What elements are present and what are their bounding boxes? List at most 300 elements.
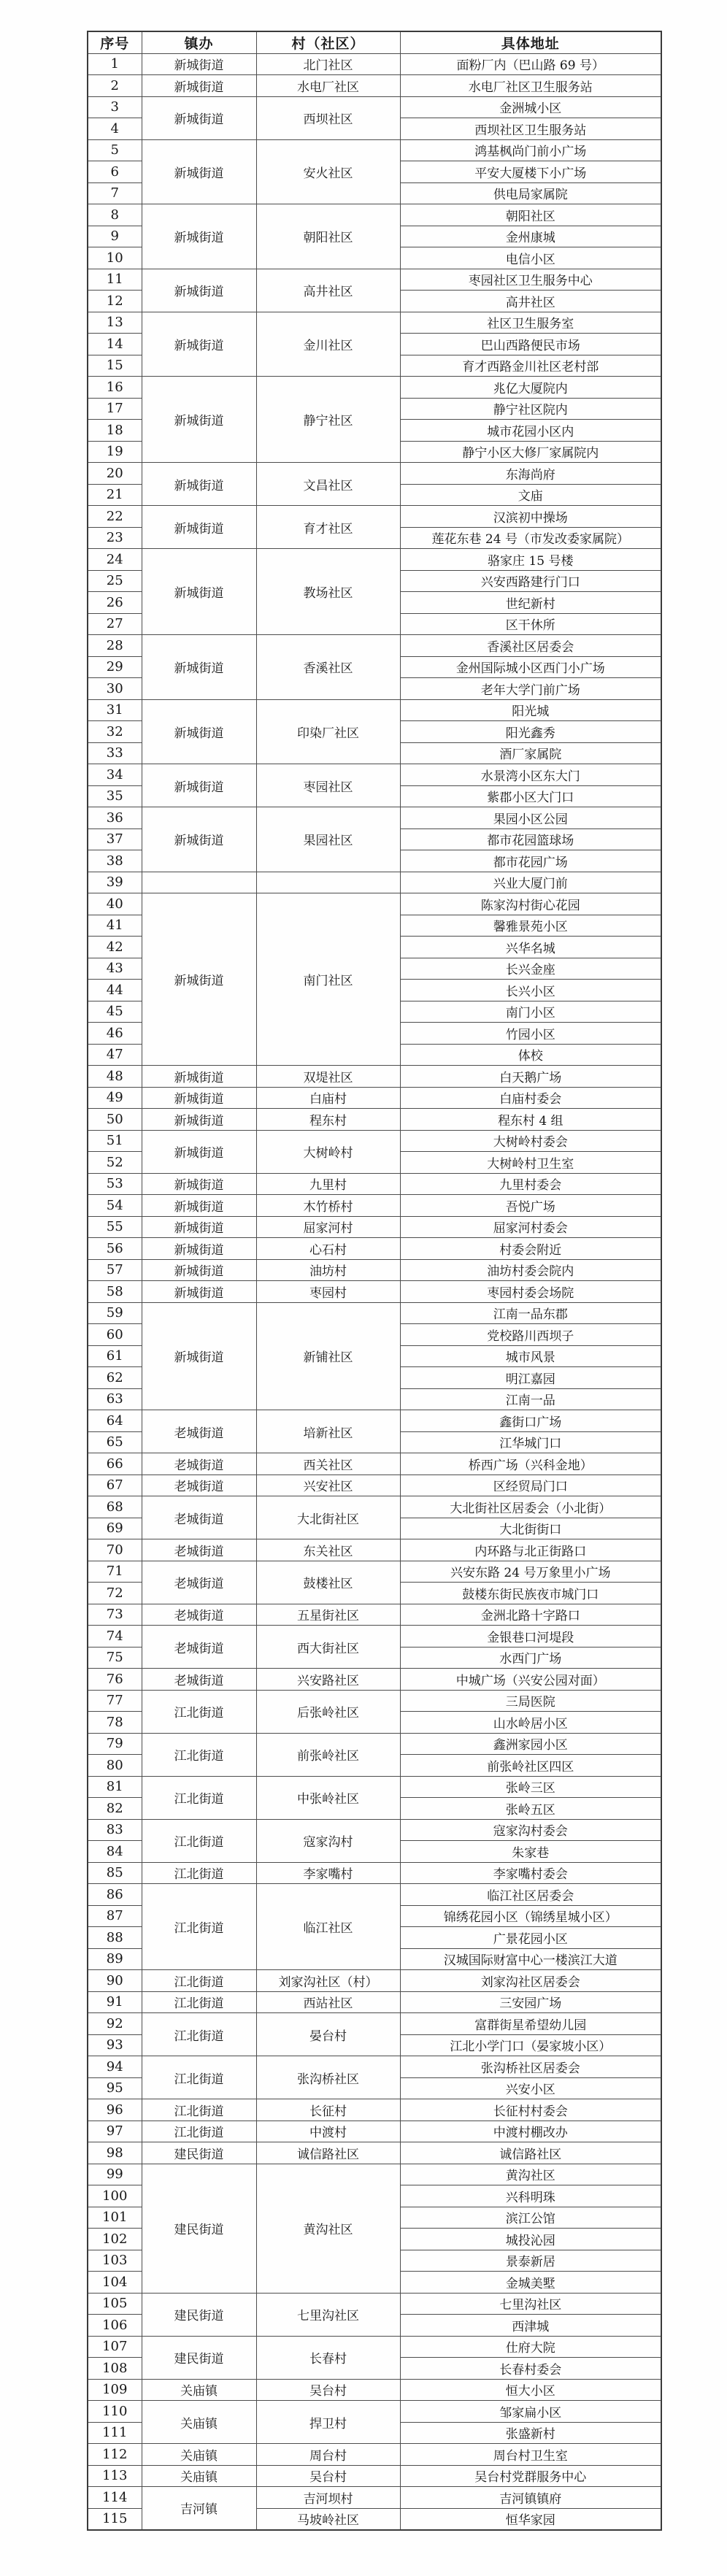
table-row <box>88 2487 661 2509</box>
village-cell: 南门社区 <box>256 893 400 1066</box>
address-cell: 汉滨初中操场 <box>400 506 661 528</box>
address-cell: 酒厂家属院 <box>400 742 661 764</box>
address-cell: 兴业大厦门前 <box>400 872 661 893</box>
village-cell: 屈家河村 <box>256 1216 400 1238</box>
serial-cell: 15 <box>88 355 142 377</box>
address-cell: 兴安小区 <box>400 2077 661 2099</box>
town-cell: 江北街道 <box>142 1819 256 1862</box>
address-cell: 香溪社区居委会 <box>400 635 661 657</box>
table-row <box>88 1862 661 1884</box>
serial-cell: 63 <box>88 1388 142 1410</box>
serial-cell: 103 <box>88 2250 142 2272</box>
address-cell: 育才西路金川社区老村部 <box>400 355 661 377</box>
address-cell: 江华城门口 <box>400 1431 661 1453</box>
table-row <box>88 1281 661 1303</box>
address-cell: 电信小区 <box>400 247 661 269</box>
town-cell: 江北街道 <box>142 2099 256 2121</box>
serial-cell: 105 <box>88 2293 142 2315</box>
town-cell: 新城街道 <box>142 635 256 700</box>
address-cell: 城市风景 <box>400 1345 661 1367</box>
village-cell: 木竹桥村 <box>256 1195 400 1217</box>
town-cell: 江北街道 <box>142 1690 256 1733</box>
table-row <box>88 699 661 721</box>
town-cell: 新城街道 <box>142 1195 256 1217</box>
serial-cell: 24 <box>88 549 142 571</box>
address-cell: 陈家沟村街心花园 <box>400 893 661 915</box>
serial-cell: 61 <box>88 1345 142 1367</box>
address-cell: 西坝社区卫生服务站 <box>400 118 661 140</box>
village-cell: 双堤社区 <box>256 1066 400 1088</box>
address-cell: 内环路与北正街路口 <box>400 1539 661 1561</box>
town-cell: 新城街道 <box>142 1087 256 1109</box>
serial-cell: 75 <box>88 1647 142 1669</box>
serial-cell: 106 <box>88 2315 142 2337</box>
table-row <box>88 1238 661 1260</box>
serial-cell: 46 <box>88 1023 142 1045</box>
serial-cell: 41 <box>88 915 142 937</box>
serial-cell: 33 <box>88 742 142 764</box>
serial-cell: 77 <box>88 1690 142 1712</box>
town-cell: 江北街道 <box>142 2013 256 2056</box>
address-cell: 世纪新村 <box>400 592 661 614</box>
address-cell: 油坊村委会院内 <box>400 1259 661 1281</box>
address-cell: 富群街星希望幼儿园 <box>400 2013 661 2035</box>
header-row <box>88 31 661 53</box>
serial-cell: 108 <box>88 2358 142 2380</box>
address-cell: 兴安东路 24 号万象里小广场 <box>400 1561 661 1583</box>
village-cell: 后张岭社区 <box>256 1690 400 1733</box>
serial-cell: 98 <box>88 2142 142 2164</box>
address-cell: 区经贸局门口 <box>400 1475 661 1496</box>
town-cell: 关庙镇 <box>142 2379 256 2401</box>
table-row <box>88 2056 661 2078</box>
village-cell: 新铺社区 <box>256 1302 400 1410</box>
village-cell: 五星街社区 <box>256 1604 400 1626</box>
serial-cell: 45 <box>88 1001 142 1023</box>
village-cell: 吴台村 <box>256 2465 400 2487</box>
village-cell: 九里村 <box>256 1173 400 1195</box>
serial-cell: 31 <box>88 699 142 721</box>
town-cell: 新城街道 <box>142 1216 256 1238</box>
table-row <box>88 1496 661 1518</box>
serial-cell: 49 <box>88 1087 142 1109</box>
table-row <box>88 312 661 334</box>
village-cell: 油坊村 <box>256 1259 400 1281</box>
village-cell: 晏台村 <box>256 2013 400 2056</box>
table-row <box>88 1410 661 1432</box>
serial-cell: 111 <box>88 2422 142 2444</box>
serial-cell: 57 <box>88 1259 142 1281</box>
serial-cell: 114 <box>88 2487 142 2509</box>
village-cell: 静宁社区 <box>256 377 400 463</box>
address-cell: 金银巷口河堤段 <box>400 1626 661 1648</box>
village-cell: 大北街社区 <box>256 1496 400 1539</box>
serial-cell: 67 <box>88 1475 142 1496</box>
address-cell: 大北街街口 <box>400 1518 661 1539</box>
address-cell: 仕府大院 <box>400 2336 661 2358</box>
address-cell: 骆家庄 15 号楼 <box>400 549 661 571</box>
address-cell: 馨雅景苑小区 <box>400 915 661 937</box>
village-cell: 北门社区 <box>256 53 400 75</box>
table-row <box>88 96 661 118</box>
village-cell: 程东村 <box>256 1109 400 1131</box>
serial-cell: 48 <box>88 1066 142 1088</box>
town-cell: 新城街道 <box>142 1281 256 1303</box>
village-cell: 安火社区 <box>256 139 400 204</box>
village-cell: 高井社区 <box>256 269 400 312</box>
address-cell: 静宁社区院内 <box>400 398 661 420</box>
serial-cell: 47 <box>88 1044 142 1066</box>
address-cell: 吉河镇镇府 <box>400 2487 661 2509</box>
address-cell: 南门小区 <box>400 1001 661 1023</box>
polling-sites-table <box>87 31 662 2531</box>
table-row <box>88 2465 661 2487</box>
village-cell: 金川社区 <box>256 312 400 377</box>
column-header-0: 序号 <box>88 31 142 53</box>
table-row <box>88 1302 661 1324</box>
serial-cell: 56 <box>88 1238 142 1260</box>
serial-cell: 25 <box>88 570 142 592</box>
address-cell: 白庙村委会 <box>400 1087 661 1109</box>
village-cell <box>256 872 400 893</box>
serial-cell: 62 <box>88 1367 142 1389</box>
table-row <box>88 2142 661 2164</box>
table-row <box>88 1776 661 1798</box>
village-cell: 诚信路社区 <box>256 2142 400 2164</box>
table-row <box>88 1626 661 1648</box>
table-row <box>88 2379 661 2401</box>
town-cell: 新城街道 <box>142 139 256 204</box>
town-cell: 新城街道 <box>142 1066 256 1088</box>
serial-cell: 18 <box>88 420 142 442</box>
address-cell: 明江嘉园 <box>400 1367 661 1389</box>
serial-cell: 113 <box>88 2465 142 2487</box>
address-cell: 老年大学门前广场 <box>400 678 661 700</box>
village-cell: 李家嘴村 <box>256 1862 400 1884</box>
serial-cell: 23 <box>88 527 142 549</box>
address-cell: 江南一品 <box>400 1388 661 1410</box>
serial-cell: 34 <box>88 764 142 786</box>
table-row <box>88 1109 661 1131</box>
serial-cell: 85 <box>88 1862 142 1884</box>
address-cell: 金洲北路十字路口 <box>400 1604 661 1626</box>
serial-cell: 60 <box>88 1324 142 1346</box>
village-cell: 心石村 <box>256 1238 400 1260</box>
table-row <box>88 2013 661 2035</box>
serial-cell: 19 <box>88 441 142 463</box>
address-cell: 金城美墅 <box>400 2272 661 2294</box>
village-cell: 西站社区 <box>256 1991 400 2013</box>
village-cell: 育才社区 <box>256 506 400 549</box>
address-cell: 屈家河村委会 <box>400 1216 661 1238</box>
address-cell: 兴安西路建行门口 <box>400 570 661 592</box>
village-cell: 周台村 <box>256 2444 400 2466</box>
address-cell: 长兴小区 <box>400 980 661 1001</box>
serial-cell: 95 <box>88 2077 142 2099</box>
table-row <box>88 2121 661 2142</box>
address-cell: 静宁小区大修厂家属院内 <box>400 441 661 463</box>
address-cell: 枣园社区卫生服务中心 <box>400 269 661 291</box>
town-cell: 老城街道 <box>142 1410 256 1453</box>
serial-cell: 68 <box>88 1496 142 1518</box>
serial-cell: 32 <box>88 721 142 743</box>
serial-cell: 59 <box>88 1302 142 1324</box>
table-row <box>88 1539 661 1561</box>
serial-cell: 36 <box>88 807 142 829</box>
table-row <box>88 1690 661 1712</box>
serial-cell: 86 <box>88 1884 142 1906</box>
town-cell: 新城街道 <box>142 506 256 549</box>
town-cell: 新城街道 <box>142 893 256 1066</box>
address-cell: 阳光城 <box>400 699 661 721</box>
serial-cell: 90 <box>88 1970 142 1992</box>
address-cell: 文庙 <box>400 484 661 506</box>
address-cell: 张盛新村 <box>400 2422 661 2444</box>
serial-cell: 107 <box>88 2336 142 2358</box>
serial-cell: 50 <box>88 1109 142 1131</box>
serial-cell: 87 <box>88 1905 142 1927</box>
town-cell: 关庙镇 <box>142 2465 256 2487</box>
table-row <box>88 1733 661 1755</box>
village-cell: 水电厂社区 <box>256 75 400 97</box>
table-row <box>88 75 661 97</box>
serial-cell: 16 <box>88 377 142 399</box>
table-row <box>88 1216 661 1238</box>
address-cell: 大树岭村卫生室 <box>400 1152 661 1174</box>
table-row <box>88 1970 661 1992</box>
table-row <box>88 2401 661 2423</box>
village-cell: 寇家沟村 <box>256 1819 400 1862</box>
address-cell: 果园小区公园 <box>400 807 661 829</box>
serial-cell: 69 <box>88 1518 142 1539</box>
serial-cell: 27 <box>88 613 142 635</box>
table-row <box>88 1453 661 1475</box>
town-cell: 建民街道 <box>142 2164 256 2293</box>
serial-cell: 39 <box>88 872 142 893</box>
table-row <box>88 893 661 915</box>
serial-cell: 81 <box>88 1776 142 1798</box>
address-cell: 巴山西路便民市场 <box>400 334 661 355</box>
village-cell: 西坝社区 <box>256 96 400 139</box>
address-cell: 兴华名城 <box>400 937 661 958</box>
town-cell: 建民街道 <box>142 2336 256 2379</box>
town-cell: 江北街道 <box>142 1862 256 1884</box>
town-cell: 关庙镇 <box>142 2401 256 2444</box>
village-cell: 枣园村 <box>256 1281 400 1303</box>
address-cell: 水电厂社区卫生服务站 <box>400 75 661 97</box>
address-cell: 滨江公馆 <box>400 2207 661 2229</box>
table-row <box>88 2444 661 2466</box>
village-cell: 吉河坝村 <box>256 2487 400 2509</box>
village-cell: 张沟桥社区 <box>256 2056 400 2099</box>
serial-cell: 1 <box>88 53 142 75</box>
table-row <box>88 1066 661 1088</box>
serial-cell: 20 <box>88 463 142 485</box>
serial-cell: 42 <box>88 937 142 958</box>
table-row <box>88 872 661 893</box>
village-cell: 长春村 <box>256 2336 400 2379</box>
serial-cell: 101 <box>88 2207 142 2229</box>
serial-cell: 8 <box>88 204 142 226</box>
address-cell: 大树岭村委会 <box>400 1130 661 1152</box>
serial-cell: 38 <box>88 850 142 872</box>
serial-cell: 43 <box>88 958 142 980</box>
serial-cell: 66 <box>88 1453 142 1475</box>
address-cell: 西津城 <box>400 2315 661 2337</box>
serial-cell: 10 <box>88 247 142 269</box>
address-cell: 面粉厂内（巴山路 69 号） <box>400 53 661 75</box>
village-cell: 长征村 <box>256 2099 400 2121</box>
serial-cell: 104 <box>88 2272 142 2294</box>
address-cell: 恒华家园 <box>400 2508 661 2530</box>
town-cell: 老城街道 <box>142 1604 256 1626</box>
village-cell: 果园社区 <box>256 807 400 872</box>
table-row <box>88 53 661 75</box>
serial-cell: 110 <box>88 2401 142 2423</box>
serial-cell: 96 <box>88 2099 142 2121</box>
town-cell: 新城街道 <box>142 53 256 75</box>
address-cell: 大北街社区居委会（小北街） <box>400 1496 661 1518</box>
serial-cell: 22 <box>88 506 142 528</box>
serial-cell: 74 <box>88 1626 142 1648</box>
village-cell: 朝阳社区 <box>256 204 400 269</box>
address-cell: 社区卫生服务室 <box>400 312 661 334</box>
serial-cell: 9 <box>88 226 142 247</box>
table-row <box>88 1604 661 1626</box>
serial-cell: 26 <box>88 592 142 614</box>
address-cell: 九里村委会 <box>400 1173 661 1195</box>
address-cell: 紫郡小区大门口 <box>400 785 661 807</box>
address-cell: 山水岭居小区 <box>400 1712 661 1734</box>
table-row <box>88 139 661 161</box>
column-header-1: 镇办 <box>142 31 256 53</box>
table-row <box>88 807 661 829</box>
address-cell: 张岭五区 <box>400 1798 661 1820</box>
address-cell: 党校路川西坝子 <box>400 1324 661 1346</box>
town-cell: 新城街道 <box>142 463 256 506</box>
village-cell: 兴安路社区 <box>256 1669 400 1691</box>
village-cell: 香溪社区 <box>256 635 400 700</box>
serial-cell: 78 <box>88 1712 142 1734</box>
town-cell <box>142 872 256 893</box>
serial-cell: 109 <box>88 2379 142 2401</box>
address-cell: 鑫洲家园小区 <box>400 1733 661 1755</box>
address-cell: 长春村委会 <box>400 2358 661 2380</box>
serial-cell: 93 <box>88 2034 142 2056</box>
table-row <box>88 1819 661 1841</box>
serial-cell: 6 <box>88 161 142 183</box>
address-cell: 刘家沟社区居委会 <box>400 1970 661 1992</box>
address-cell: 景泰新居 <box>400 2250 661 2272</box>
serial-cell: 72 <box>88 1583 142 1604</box>
table-row <box>88 635 661 657</box>
address-cell: 村委会附近 <box>400 1238 661 1260</box>
serial-cell: 12 <box>88 291 142 312</box>
address-cell: 都市花园篮球场 <box>400 828 661 850</box>
column-header-2: 村（社区） <box>256 31 400 53</box>
table-row <box>88 377 661 399</box>
table-row <box>88 1195 661 1217</box>
address-cell: 金州康城 <box>400 226 661 247</box>
table-row <box>88 1884 661 1906</box>
serial-cell: 29 <box>88 656 142 678</box>
address-cell: 城市花园小区内 <box>400 420 661 442</box>
village-cell: 教场社区 <box>256 549 400 635</box>
address-cell: 鸿基枫尚门前小广场 <box>400 139 661 161</box>
address-cell: 汉城国际财富中心一楼滨江大道 <box>400 1948 661 1970</box>
serial-cell: 73 <box>88 1604 142 1626</box>
serial-cell: 13 <box>88 312 142 334</box>
address-cell: 水景湾小区东大门 <box>400 764 661 786</box>
town-cell: 新城街道 <box>142 75 256 97</box>
serial-cell: 11 <box>88 269 142 291</box>
serial-cell: 102 <box>88 2229 142 2250</box>
serial-cell: 91 <box>88 1991 142 2013</box>
serial-cell: 82 <box>88 1798 142 1820</box>
village-cell: 鼓楼社区 <box>256 1561 400 1604</box>
address-cell: 平安大厦楼下小广场 <box>400 161 661 183</box>
village-cell: 文昌社区 <box>256 463 400 506</box>
town-cell: 江北街道 <box>142 1776 256 1819</box>
address-cell: 鼓楼东街民族夜市城门口 <box>400 1583 661 1604</box>
address-cell: 吴台村党群服务中心 <box>400 2465 661 2487</box>
village-cell: 临江社区 <box>256 1884 400 1970</box>
town-cell: 新城街道 <box>142 377 256 463</box>
serial-cell: 3 <box>88 96 142 118</box>
address-cell: 李家嘴村委会 <box>400 1862 661 1884</box>
address-cell: 临江社区居委会 <box>400 1884 661 1906</box>
village-cell: 东关社区 <box>256 1539 400 1561</box>
address-cell: 三安园广场 <box>400 1991 661 2013</box>
serial-cell: 30 <box>88 678 142 700</box>
serial-cell: 88 <box>88 1927 142 1949</box>
serial-cell: 35 <box>88 785 142 807</box>
table-row <box>88 549 661 571</box>
village-cell: 枣园社区 <box>256 764 400 807</box>
table-row <box>88 1991 661 2013</box>
town-cell: 老城街道 <box>142 1669 256 1691</box>
serial-cell: 54 <box>88 1195 142 1217</box>
town-cell: 老城街道 <box>142 1475 256 1496</box>
address-cell: 吾悦广场 <box>400 1195 661 1217</box>
serial-cell: 112 <box>88 2444 142 2466</box>
address-cell: 中渡村棚改办 <box>400 2121 661 2142</box>
town-cell: 江北街道 <box>142 1991 256 2013</box>
address-cell: 三局医院 <box>400 1690 661 1712</box>
town-cell: 新城街道 <box>142 1109 256 1131</box>
address-cell: 张沟桥社区居委会 <box>400 2056 661 2078</box>
serial-cell: 55 <box>88 1216 142 1238</box>
village-cell: 白庙村 <box>256 1087 400 1109</box>
village-cell: 吴台村 <box>256 2379 400 2401</box>
serial-cell: 64 <box>88 1410 142 1432</box>
village-cell: 西关社区 <box>256 1453 400 1475</box>
serial-cell: 51 <box>88 1130 142 1152</box>
town-cell: 江北街道 <box>142 1733 256 1776</box>
serial-cell: 52 <box>88 1152 142 1174</box>
table-row <box>88 1173 661 1195</box>
serial-cell: 99 <box>88 2164 142 2185</box>
town-cell: 新城街道 <box>142 1259 256 1281</box>
village-cell: 马坡岭社区 <box>256 2508 400 2530</box>
table-header <box>88 31 661 53</box>
town-cell: 新城街道 <box>142 269 256 312</box>
address-cell: 区干休所 <box>400 613 661 635</box>
address-cell: 周台村卫生室 <box>400 2444 661 2466</box>
address-cell: 程东村 4 组 <box>400 1109 661 1131</box>
address-cell: 江南一品东郡 <box>400 1302 661 1324</box>
serial-cell: 76 <box>88 1669 142 1691</box>
